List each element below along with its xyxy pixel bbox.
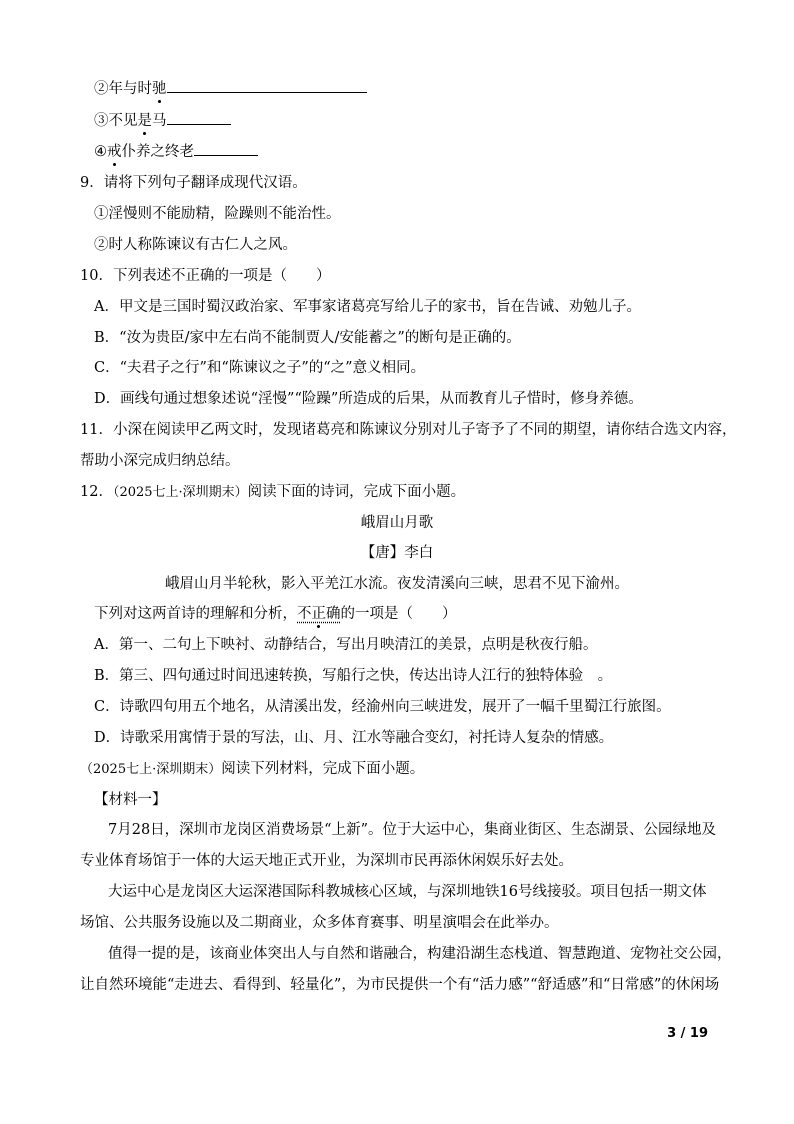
material-p1-line-2: 专业体育场馆于一体的大运天地正式开业，为深圳市民再添休闲娱乐好去处。	[80, 853, 573, 869]
q10-option-d: D．画线句通过想象述说“淫慢”“险躁”所造成的后果，从而教育儿子惜时，修身养德。	[94, 391, 643, 407]
q10-option-b: B．“汝为贵臣/家中左右尚不能制贾人/安能蓄之”的断句是正确的。	[94, 330, 521, 346]
q8-item-2: ②年与时驰	[94, 78, 367, 99]
material-heading: 【材料一】	[94, 792, 167, 808]
q12-stem: 12．（2025七上·深圳期末）阅读下面的诗词，完成下面小题。	[80, 484, 466, 500]
material-p3-line-2: 让自然环境能“走进去、看得到、轻量化”，为市民提供一个有“活力感”“舒适感”和“日常感”的休闲场	[80, 977, 720, 993]
material-stem: （2025七上·深圳期末）阅读下列材料，完成下面小题。	[80, 761, 425, 777]
poem-title: 峨眉山月歌	[360, 515, 434, 531]
answer-blank[interactable]	[167, 110, 231, 125]
material-p2-line-2: 场馆、公共服务设施以及二期商业，众多体育赛事、明星演唱会在此举办。	[80, 915, 559, 931]
q8-item-3: ③不见是马	[94, 110, 231, 131]
answer-blank[interactable]	[167, 78, 367, 93]
emphasis-dots: 不正确	[297, 606, 341, 622]
q8-item-4: ④戒仆养之终老	[94, 141, 258, 162]
q12-option-a: A．第一、二句上下映衬、动静结合，写出月映清江的美景，点明是秋夜行船。	[94, 637, 598, 653]
material-p1-line-1: 7月28日，深圳市龙岗区消费场景“上新”。位于大运中心，集商业街区、生态湖景、公园绿地及	[108, 822, 716, 838]
poem-author: 【唐】李白	[360, 545, 434, 561]
q10-option-a: A．甲文是三国时蜀汉政治家、军事家诸葛亮写给儿子的家书，旨在告诫、劝勉儿子。	[94, 299, 641, 315]
material-p3-line-1: 值得一提的是，该商业体突出人与自然和谐融合，构建沿湖生态栈道、智慧跑道、宠物社交公园，	[108, 946, 732, 962]
q9-stem: 9．请将下列句子翻译成现代汉语。	[80, 175, 307, 191]
q9-sentence-1: ①淫慢则不能励精，险躁则不能治性。	[94, 206, 341, 222]
q9-sentence-2: ②时人称陈谏议有古仁人之风。	[94, 237, 297, 253]
q12-option-b: B．第三、四句通过时间迅速转换，写船行之快，传达出诗人江行的独特体验 。	[94, 668, 613, 684]
q12-question: 下列对这两首诗的理解和分析，不正确的一项是（ ）	[94, 606, 457, 622]
q12-option-d: D．诗歌采用寓情于景的写法，山、月、江水等融合变幻，衬托诗人复杂的情感。	[94, 730, 614, 746]
q10-stem: 10．下列表述不正确的一项是（ ）	[80, 268, 331, 284]
q12-option-c: C．诗歌四句用五个地名，从清溪出发，经渝州向三峡进发，展开了一幅千里蜀江行旅图。	[94, 699, 671, 715]
q11-line-2: 帮助小深完成归纳总结。	[80, 453, 240, 469]
material-source: （2025七上·深圳期末）	[80, 762, 222, 777]
q11-line-1: 11．小深在阅读甲乙两文时，发现诸葛亮和陈谏议分别对儿子寄予了不同的期望，请你结合选文内容，	[80, 422, 737, 438]
page-number: 3 / 19	[667, 1026, 708, 1041]
poem-text: 峨眉山月半轮秋，影入平羌江水流。夜发清溪向三峡，思君不见下渝州。	[165, 576, 629, 592]
answer-blank[interactable]	[194, 141, 258, 156]
q12-source: （2025七上·深圳期末）	[112, 485, 248, 500]
material-p2-line-1: 大运中心是龙岗区大运深港国际科教城核心区域，与深圳地铁16号线接驳。项目包括一期文体	[108, 884, 707, 900]
q10-option-c: C．“夫君子之行”和“陈谏议之子”的“之”意义相同。	[94, 360, 426, 376]
